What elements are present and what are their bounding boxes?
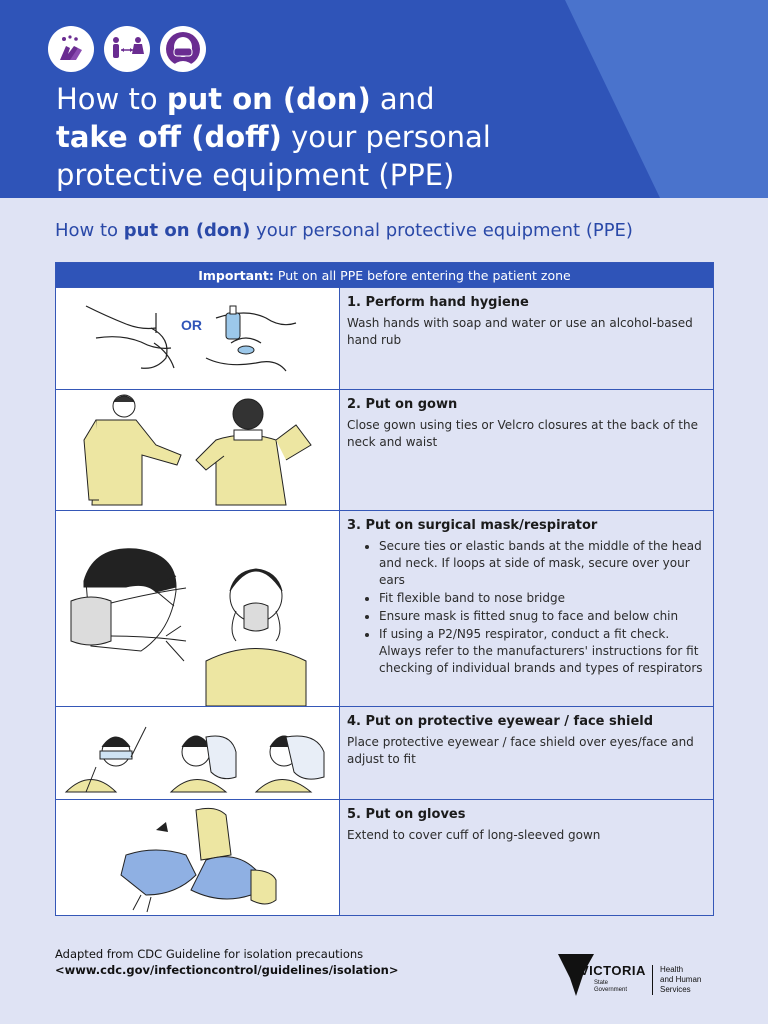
step-title: 2. Put on gown — [347, 397, 458, 412]
step-title: 5. Put on gloves — [347, 807, 466, 822]
mask-instruction-list — [347, 538, 705, 677]
step-title: 4. Put on protective eyewear / face shield — [347, 714, 654, 729]
victoria-government-logo — [556, 950, 716, 998]
list-item: • Fit flexible band to nose bridge — [379, 590, 705, 607]
step-text — [340, 288, 713, 389]
footer-source: Adapted from CDC Guideline for isolation precautions — [55, 947, 364, 961]
step-text — [340, 511, 713, 706]
step-description: Extend to cover cuff of long-sleeved gown — [347, 828, 601, 842]
step-text — [340, 800, 713, 915]
logo-department: Health and Human Services — [660, 965, 702, 994]
hand-hygiene-illustration — [56, 288, 340, 389]
don-steps-table — [55, 262, 714, 916]
step-row-mask — [56, 510, 713, 706]
important-banner: Important: Put on all PPE before entering the patient zone — [56, 263, 713, 287]
step-row-gown — [56, 389, 713, 510]
logo-name: VICTORIA — [580, 963, 646, 978]
mask-illustration — [56, 511, 340, 706]
logo-divider — [652, 965, 653, 995]
section-subtitle: How to put on (don) your personal protective equipment (PPE) — [55, 220, 633, 241]
step-title: 1. Perform hand hygiene — [347, 295, 529, 310]
step-description: Close gown using ties or Velcro closures at the back of the neck and waist — [347, 418, 698, 449]
footer-citation — [55, 946, 398, 978]
step-row-eyewear — [56, 706, 713, 799]
page-title: How to put on (don) and take off (doff) your personal protective equipment (PPE) — [56, 82, 491, 192]
step-title: 3. Put on surgical mask/respirator — [347, 518, 598, 533]
eyewear-illustration — [56, 707, 340, 799]
footer-url[interactable]: <www.cdc.gov/infectioncontrol/guidelines/isolation> — [55, 963, 399, 977]
or-label: OR — [181, 317, 202, 333]
gown-illustration — [56, 390, 340, 510]
step-text — [340, 390, 713, 510]
step-description: Place protective eyewear / face shield over eyes/face and adjust to fit — [347, 735, 694, 766]
face-mask-icon — [160, 26, 206, 72]
list-item: • Secure ties or elastic bands at the middle of the head and neck. If loops at side of mask, secure over your ears — [379, 538, 705, 589]
gloves-illustration — [56, 800, 340, 915]
header-icon-row — [48, 26, 206, 72]
hand-washing-icon — [48, 26, 94, 72]
logo-subtitle: State Government — [594, 980, 628, 993]
header-banner — [0, 0, 768, 198]
step-description: Wash hands with soap and water or use an alcohol-based hand rub — [347, 316, 693, 347]
list-item: • If using a P2/N95 respirator, conduct a fit check. Always refer to the manufacturers' instructions for fit checking of individual brands and types of respirators — [379, 626, 705, 677]
step-row-hand-hygiene — [56, 287, 713, 389]
social-distancing-icon — [104, 26, 150, 72]
step-row-gloves — [56, 799, 713, 915]
list-item: • Ensure mask is fitted snug to face and below chin — [379, 608, 705, 625]
step-text — [340, 707, 713, 799]
